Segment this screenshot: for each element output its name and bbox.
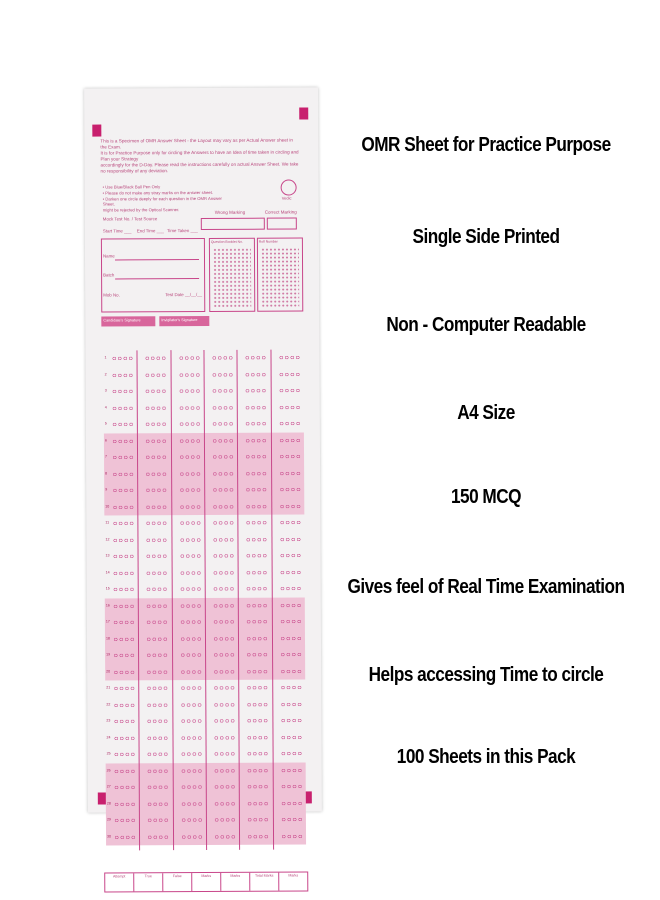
name-field: Name: [102, 253, 115, 259]
question-number: 12: [105, 536, 110, 542]
instructions: [103, 184, 228, 214]
answer-bubbles: [245, 388, 267, 394]
answer-bubbles: [246, 602, 268, 608]
question-number: 22: [106, 701, 111, 707]
wrong-marking-label: Wrong Marking: [214, 209, 246, 215]
answer-bubbles: [280, 783, 302, 789]
answer-bubbles: [179, 454, 201, 460]
answer-bubbles: [146, 553, 168, 559]
answer-bubbles: [178, 355, 200, 361]
registration-mark: [299, 107, 308, 119]
answer-bubbles: [279, 503, 301, 509]
question-number: 10: [105, 503, 110, 509]
answer-bubbles: [280, 651, 302, 657]
question-number: 21: [106, 685, 111, 690]
answer-bubbles: [214, 800, 236, 806]
answer-bubbles: [280, 701, 302, 707]
answer-bubbles: [179, 570, 201, 576]
answer-bubbles: [146, 504, 168, 510]
footer-cell: True: [134, 873, 163, 891]
omr-sheet-image: [84, 87, 322, 879]
answer-bubbles: [246, 652, 268, 658]
answer-bubbles: [247, 734, 269, 740]
question-number: 9: [105, 487, 108, 492]
footer-cell: Marks: [221, 873, 250, 891]
answer-bubbles: [145, 388, 167, 394]
answer-bubbles: [113, 586, 135, 592]
answer-bubbles: [246, 668, 268, 674]
answer-bubbles: [278, 371, 300, 377]
answer-bubbles: [113, 718, 135, 724]
answer-bubbles: [180, 751, 202, 757]
answer-bubbles: [280, 684, 302, 690]
answer-bubbles: [280, 750, 302, 756]
logo-icon: [281, 180, 297, 196]
answer-bubbles: [112, 471, 134, 477]
question-number: 16: [105, 602, 110, 608]
answer-bubbles: [247, 685, 269, 691]
answer-bubbles: [147, 801, 169, 807]
question-number: 27: [106, 784, 111, 789]
question-number: 18: [105, 635, 110, 641]
answer-bubbles: [212, 355, 234, 361]
mob-no-field: Mob No.: [103, 292, 120, 298]
answer-bubbles: [214, 817, 236, 823]
answer-bubbles: [113, 570, 135, 576]
wrong-marking-box: [201, 218, 265, 230]
answer-bubbles: [113, 702, 135, 708]
instruction-line: • Please do not make any stray marks on the answer sheet.: [102, 189, 214, 196]
answer-bubbles: [280, 734, 302, 740]
answer-bubbles: [214, 751, 236, 757]
answer-bubbles: [178, 388, 200, 394]
footer-cell: Marks: [192, 873, 221, 891]
question-number: 13: [105, 553, 110, 558]
candidate-signature-label: Candidate's Signature: [103, 318, 141, 323]
answer-bubbles: [213, 734, 235, 740]
answer-bubbles: [279, 470, 301, 476]
answer-bubbles: [212, 437, 234, 443]
feature-line: Gives feel of Real Time Examination: [347, 576, 625, 598]
answer-bubbles: [213, 619, 235, 625]
batch-field: Batch: [103, 272, 115, 278]
sheet-heading: [100, 137, 300, 174]
answer-bubbles: [279, 437, 301, 443]
answer-bubbles: [179, 586, 201, 592]
question-number: 29: [106, 817, 111, 822]
answer-bubbles: [178, 405, 200, 411]
answer-bubbles: [147, 784, 169, 790]
correct-marking-box: [267, 218, 297, 230]
answer-bubbles: [213, 701, 235, 707]
answer-bubbles: [246, 503, 268, 509]
answer-bubbles: [180, 784, 202, 790]
answer-bubbles: [246, 536, 268, 542]
answer-bubbles: [145, 372, 167, 378]
question-number: 30: [107, 833, 112, 839]
question-number: 24: [106, 734, 111, 740]
answer-bubbles: [279, 519, 301, 525]
question-number: 2: [104, 372, 107, 377]
answer-bubbles: [146, 487, 168, 493]
answer-bubbles: [247, 718, 269, 724]
instruction-line: • Use Blue/Black Ball Pen Only: [102, 184, 161, 190]
answer-bubbles: [214, 767, 236, 773]
answer-bubbles: [245, 371, 267, 377]
answer-bubbles: [213, 718, 235, 724]
answer-bubbles: [279, 569, 301, 575]
start-time-field: Start Time ___: [102, 228, 132, 234]
answer-bubbles: [214, 784, 236, 790]
answer-bubbles: [181, 817, 203, 823]
answer-bubbles: [247, 751, 269, 757]
score-footer: [104, 871, 308, 892]
answer-bubbles: [179, 438, 201, 444]
answer-bubbles: [246, 635, 268, 641]
answer-bubbles: [112, 520, 134, 526]
answer-bubbles: [247, 767, 269, 773]
answer-bubbles: [112, 504, 134, 510]
answer-bubbles: [147, 718, 169, 724]
answer-bubbles: [212, 388, 234, 394]
answer-bubbles: [212, 520, 234, 526]
bubble-grid: [213, 248, 251, 308]
answer-bubbles: [247, 701, 269, 707]
answer-bubbles: [247, 817, 269, 823]
answer-bubbles: [112, 405, 134, 411]
answer-bubbles: [146, 636, 168, 642]
answer-bubbles: [281, 833, 303, 839]
answer-bubbles: [114, 784, 136, 790]
feature-line: A4 Size: [457, 402, 515, 424]
answer-bubbles: [180, 636, 202, 642]
feature-line: OMR Sheet for Practice Purpose: [361, 134, 611, 156]
question-number: 20: [106, 668, 111, 674]
answer-bubbles: [146, 570, 168, 576]
answer-bubbles: [214, 833, 236, 839]
answer-bubbles: [245, 470, 267, 476]
answer-bubbles: [246, 586, 268, 592]
answer-bubbles: [247, 784, 269, 790]
answer-bubbles: [145, 355, 167, 361]
answer-bubbles: [112, 421, 134, 427]
answer-bubbles: [113, 735, 135, 741]
answer-bubbles: [279, 552, 301, 558]
answer-bubbles: [113, 669, 135, 675]
answer-bubbles: [146, 652, 168, 658]
answer-bubbles: [179, 537, 201, 543]
answer-bubbles: [180, 735, 202, 741]
footer-cell: Total Marks: [250, 873, 279, 891]
candidate-details-box: [101, 238, 205, 313]
answer-bubbles: [114, 801, 136, 807]
answer-bubbles: [280, 767, 302, 773]
answer-bubbles: [212, 421, 234, 427]
answer-bubbles: [279, 420, 301, 426]
answer-bubbles: [279, 486, 301, 492]
bubble-grid: [261, 247, 299, 307]
feature-line: 100 Sheets in this Pack: [396, 746, 576, 768]
answer-bubbles: [281, 816, 303, 822]
question-number: 1: [104, 355, 107, 360]
answer-bubbles: [179, 471, 201, 477]
answer-bubbles: [180, 768, 202, 774]
answer-bubbles: [278, 387, 300, 393]
answer-bubbles: [246, 619, 268, 625]
answer-grid: [103, 349, 306, 850]
answer-bubbles: [180, 619, 202, 625]
answer-bubbles: [145, 405, 167, 411]
answer-bubbles: [181, 834, 203, 840]
footer-cell: False: [163, 873, 192, 891]
answer-bubbles: [113, 652, 135, 658]
answer-bubbles: [114, 751, 136, 757]
feature-line: Helps accessing Time to circle: [368, 664, 604, 686]
answer-bubbles: [212, 371, 234, 377]
answer-bubbles: [213, 635, 235, 641]
answer-bubbles: [279, 585, 301, 591]
time-taken-field: Time Taken ___: [166, 228, 198, 234]
answer-bubbles: [213, 685, 235, 691]
heading-line: This is a Specimen of OMR Answer Sheet - the Layout may vary as per Actual Answer sheet in the Exam.: [100, 137, 293, 150]
answer-bubbles: [180, 652, 202, 658]
answer-bubbles: [180, 801, 202, 807]
answer-bubbles: [213, 602, 235, 608]
answer-bubbles: [245, 421, 267, 427]
answer-bubbles: [145, 438, 167, 444]
answer-bubbles: [113, 636, 135, 642]
answer-bubbles: [112, 388, 134, 394]
question-number: 15: [105, 586, 110, 591]
answer-bubbles: [246, 520, 268, 526]
answer-bubbles: [278, 354, 300, 360]
answer-bubbles: [179, 487, 201, 493]
footer-cell: Marks: [288, 873, 299, 878]
answer-bubbles: [146, 603, 168, 609]
answer-bubbles: [145, 471, 167, 477]
mock-test-field: Mock Test No. / Test Source: [102, 216, 158, 222]
answer-bubbles: [147, 735, 169, 741]
answer-bubbles: [113, 619, 135, 625]
answer-bubbles: [279, 602, 301, 608]
answer-bubbles: [146, 669, 168, 675]
answer-bubbles: [213, 668, 235, 674]
feature-line: Single Side Printed: [412, 226, 560, 248]
answer-bubbles: [179, 553, 201, 559]
answer-bubbles: [245, 355, 267, 361]
answer-bubbles: [212, 503, 234, 509]
answer-bubbles: [113, 685, 135, 691]
answer-bubbles: [147, 834, 169, 840]
answer-bubbles: [179, 421, 201, 427]
answer-bubbles: [114, 817, 136, 823]
answer-bubbles: [112, 454, 134, 460]
answer-bubbles: [179, 520, 201, 526]
answer-bubbles: [247, 800, 269, 806]
answer-bubbles: [245, 404, 267, 410]
answer-bubbles: [180, 685, 202, 691]
answer-bubbles: [179, 603, 201, 609]
question-number: 4: [104, 405, 107, 410]
answer-bubbles: [212, 470, 234, 476]
answer-bubbles: [213, 652, 235, 658]
end-time-field: End Time ___: [136, 228, 164, 234]
roll-number-label: Roll Number: [258, 239, 278, 244]
question-number: 7: [105, 454, 108, 459]
instruction-line: • Darken one circle deeply for each question in the OMR Answer Sheet.: [102, 195, 222, 207]
answer-bubbles: [278, 404, 300, 410]
answer-bubbles: [213, 569, 235, 575]
answer-bubbles: [213, 553, 235, 559]
answer-bubbles: [246, 569, 268, 575]
answer-bubbles: [146, 520, 168, 526]
answer-bubbles: [180, 718, 202, 724]
answer-bubbles: [147, 702, 169, 708]
answer-bubbles: [280, 635, 302, 641]
answer-bubbles: [112, 438, 134, 444]
answer-bubbles: [147, 817, 169, 823]
answer-bubbles: [145, 454, 167, 460]
question-number: 28: [106, 800, 111, 806]
answer-bubbles: [114, 834, 136, 840]
answer-bubbles: [112, 537, 134, 543]
answer-bubbles: [146, 586, 168, 592]
answer-bubbles: [180, 702, 202, 708]
question-number: 3: [104, 388, 107, 393]
question-booklet-label: Question Booklet No.: [210, 239, 243, 244]
heading-line: accordingly for the D-Day. Please read the instructions carefully on actual Answer Sheet. We take no responsibility of any deviation.: [100, 161, 299, 174]
answer-bubbles: [213, 586, 235, 592]
question-number: 5: [104, 421, 107, 426]
heading-line: It is for Practice Purpose only for circling the Answers to have an Idea of time taken in circling and Plan your Strategy: [100, 149, 299, 162]
question-number: 25: [106, 751, 111, 756]
answer-bubbles: [113, 603, 135, 609]
answer-bubbles: [112, 372, 134, 378]
answer-bubbles: [279, 536, 301, 542]
answer-bubbles: [279, 453, 301, 459]
answer-bubbles: [146, 537, 168, 543]
answer-bubbles: [147, 768, 169, 774]
answer-bubbles: [245, 437, 267, 443]
question-number: 8: [105, 471, 108, 476]
answer-bubbles: [114, 768, 136, 774]
registration-mark: [92, 125, 101, 137]
answer-bubbles: [180, 669, 202, 675]
answer-bubbles: [247, 833, 269, 839]
feature-line: Non - Computer Readable: [386, 314, 586, 336]
question-number: 23: [106, 718, 111, 723]
answer-bubbles: [212, 454, 234, 460]
footer-cell: Attempt: [105, 873, 134, 891]
invigilator-signature-label: Invigilator's Signature: [161, 318, 198, 323]
answer-bubbles: [145, 421, 167, 427]
answer-bubbles: [146, 619, 168, 625]
test-date-field: Test Date __/__/__: [165, 292, 203, 298]
answer-bubbles: [280, 717, 302, 723]
question-number: 6: [104, 438, 107, 443]
answer-bubbles: [212, 487, 234, 493]
answer-bubbles: [147, 751, 169, 757]
question-number: 26: [106, 767, 111, 773]
instruction-line: might be rejected by the Optical Scanner.: [102, 207, 180, 213]
answer-bubbles: [246, 487, 268, 493]
answer-bubbles: [212, 536, 234, 542]
question-number: 14: [105, 569, 110, 575]
answer-bubbles: [112, 487, 134, 493]
answer-bubbles: [280, 668, 302, 674]
question-number: 19: [106, 652, 111, 657]
answer-bubbles: [280, 618, 302, 624]
answer-bubbles: [113, 553, 135, 559]
answer-bubbles: [246, 553, 268, 559]
answer-bubbles: [112, 355, 134, 361]
logo-text: Vedic: [281, 195, 292, 201]
answer-bubbles: [280, 800, 302, 806]
answer-bubbles: [147, 685, 169, 691]
correct-marking-label: Correct Marking: [264, 209, 297, 215]
question-number: 11: [105, 520, 110, 525]
answer-bubbles: [212, 404, 234, 410]
answer-bubbles: [245, 454, 267, 460]
answer-bubbles: [179, 504, 201, 510]
answer-bubbles: [178, 372, 200, 378]
feature-line: 150 MCQ: [450, 486, 521, 508]
question-number: 17: [105, 619, 110, 624]
